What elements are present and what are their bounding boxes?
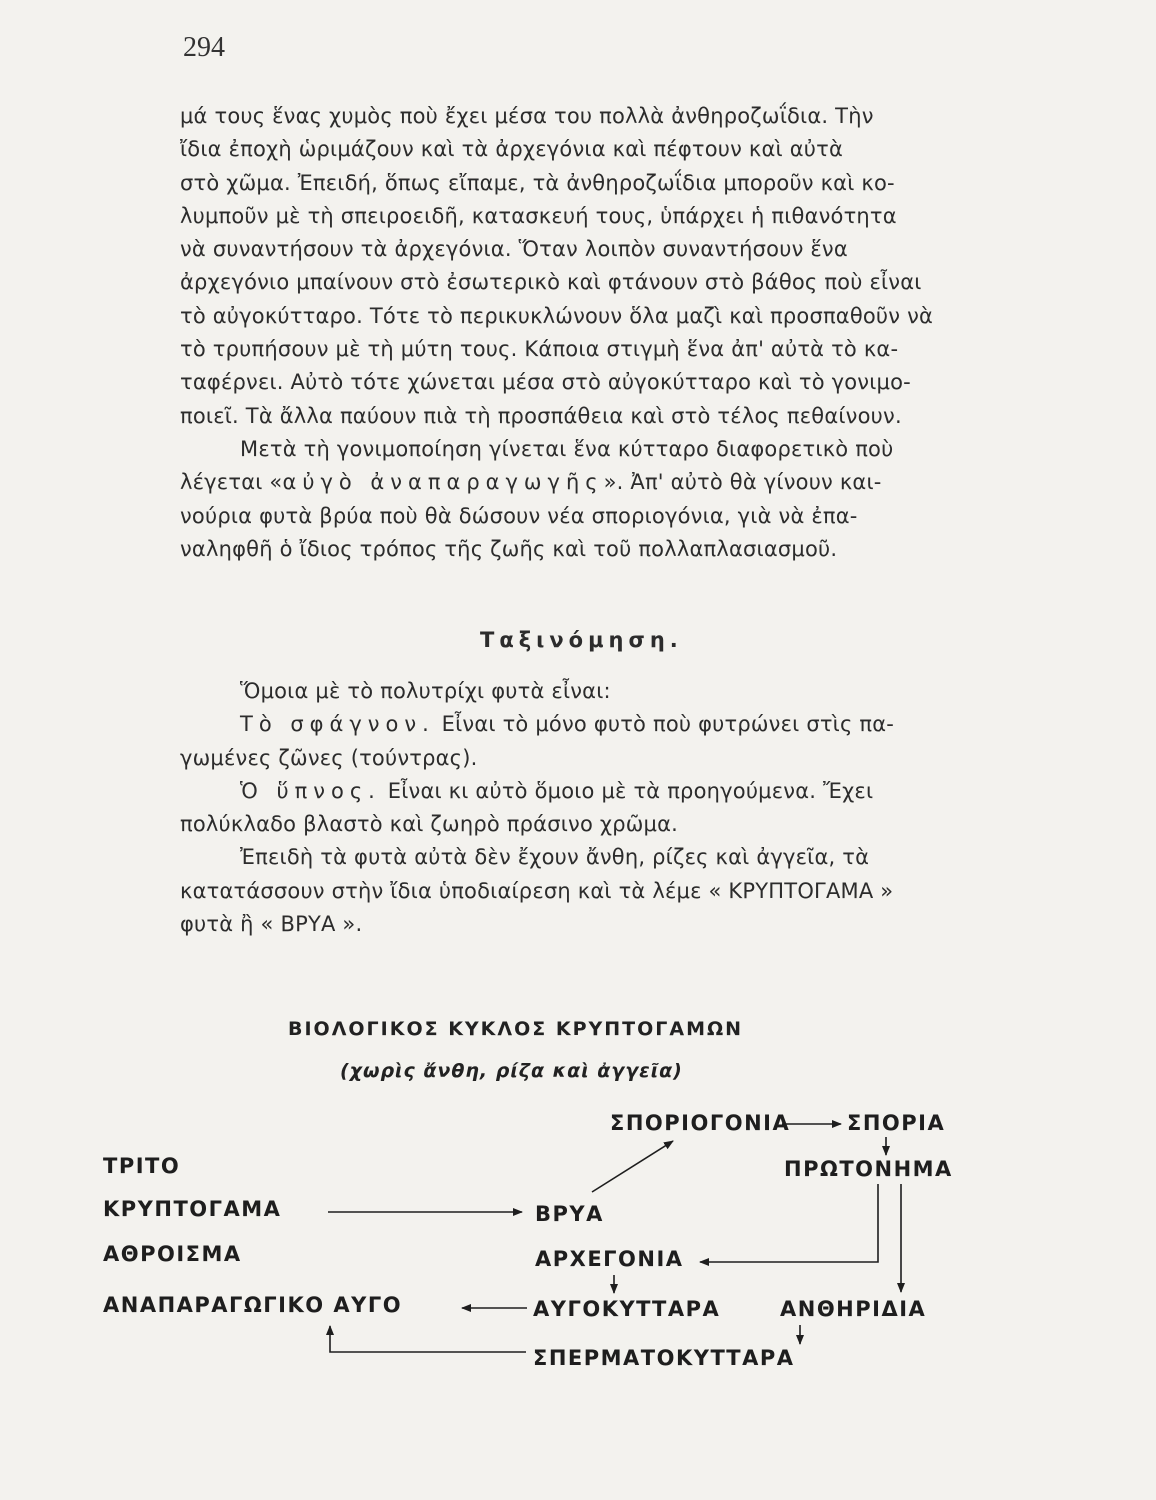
text-line: ταφέρνει. Αὐτὸ τότε χώνεται μέσα στὸ αὐγοκύτταρο καὶ τὸ γονιμο- bbox=[180, 370, 911, 395]
text-line: μά τους ἕνας χυμὸς ποὺ ἔχει μέσα του πολλὰ ἀνθηροζωΐδια. Τὴν bbox=[180, 104, 874, 128]
label-trito: ΤΡΙΤΟ bbox=[103, 1154, 181, 1178]
section-heading: Ταξινόμηση. bbox=[480, 628, 683, 652]
text-line: νούρια φυτὰ βρύα ποὺ θὰ δώσουν νέα σποριογόνια, γιὰ νὰ ἐπα- bbox=[180, 503, 858, 528]
node-bryophyta: ΒΡΥΑ bbox=[535, 1202, 604, 1226]
text-line: ναληφθῆ ὁ ἴδιος τρόπος τῆς ζωῆς καὶ τοῦ πολλαπλασιασμοῦ. bbox=[180, 536, 838, 561]
text-fragment: λέγεται « bbox=[180, 470, 283, 495]
text-line: στὸ χῶμα. Ἐπειδή, ὅπως εἴπαμε, τὰ ἀνθηροζωΐδια μποροῦν καὶ κο- bbox=[180, 170, 895, 195]
arrow-protonema-to-archegonia bbox=[700, 1184, 878, 1262]
text-line: κατατάσσουν στὴν ἴδια ὑποδιαίρεση καὶ τὰ λέμε « ΚΡΥΠΤΟΓΑΜΑ » bbox=[180, 878, 894, 903]
node-antheridia: ΑΝΘΗΡΙΔΙΑ bbox=[780, 1297, 927, 1321]
text-line: Μετὰ τὴ γονιμοποίηση γίνεται ἕνα κύτταρο διαφορετικὸ ποὺ bbox=[240, 436, 894, 461]
arrow-bryophyta-to-sporogonia bbox=[592, 1141, 673, 1192]
text-line: ποιεῖ. Τὰ ἄλλα παύουν πιὰ τὴ προσπάθεια καὶ στὸ τέλος πεθαίνουν. bbox=[180, 403, 902, 428]
text-line: λυμποῦν μὲ τὴ σπειροειδῆ, κατασκευή τους, ὑπάρχει ἡ πιθανότητα bbox=[180, 203, 897, 228]
diagram-subtitle: (χωρὶς ἄνθη, ρίζα καὶ ἀγγεῖα) bbox=[340, 1060, 683, 1082]
emphasized-term: αὐγὸ ἀναπαραγωγῆς bbox=[282, 470, 604, 495]
text-fragment: Εἶναι κι αὐτὸ ὅμοιο μὲ τὰ προηγούμενα. Ἔχει bbox=[380, 778, 874, 803]
label-kryptogama: ΚΡΥΠΤΟΓΑΜΑ bbox=[103, 1197, 282, 1221]
node-archegonia: ΑΡΧΕΓΟΝΙΑ bbox=[535, 1247, 684, 1271]
arrow-sperm-to-reproductive-egg bbox=[330, 1326, 526, 1352]
node-protonema: ΠΡΩΤΟΝΗΜΑ bbox=[784, 1157, 953, 1181]
emphasized-term: Τὸ σφάγνον. bbox=[240, 712, 435, 737]
text-line: πολύκλαδο βλαστὸ καὶ ζωηρὸ πράσινο χρῶμα. bbox=[180, 812, 679, 837]
diagram-title: ΒΙΟΛΟΓΙΚΟΣ ΚΥΚΛΟΣ ΚΡΥΠΤΟΓΑΜΩΝ bbox=[288, 1018, 744, 1040]
label-athroisma: ΑΘΡΟΙΣΜΑ bbox=[103, 1242, 242, 1266]
text-line: γωμένες ζῶνες (τούντρας). bbox=[180, 745, 478, 770]
node-spores: ΣΠΟΡΙΑ bbox=[847, 1111, 946, 1135]
text-line: Ἐπειδὴ τὰ φυτὰ αὐτὰ δὲν ἔχουν ἄνθη, ρίζες καὶ ἀγγεῖα, τὰ bbox=[240, 845, 870, 870]
node-sperm: ΣΠΕΡΜΑΤΟΚΥΤΤΑΡΑ bbox=[533, 1346, 795, 1370]
text-line: Ὅμοια μὲ τὸ πολυτρίχι φυτὰ εἶναι: bbox=[240, 679, 611, 703]
text-line: τὸ αὐγοκύτταρο. Τότε τὸ περικυκλώνουν ὅλα μαζὶ καὶ προσπαθοῦν νὰ bbox=[180, 303, 934, 328]
node-reproductive-egg: ΑΝΑΠΑΡΑΓΩΓΙΚΟ ΑΥΓΟ bbox=[103, 1293, 403, 1317]
text-line: τὸ τρυπήσουν μὲ τὴ μύτη τους. Κάποια στιγμὴ ἕνα ἀπ' αὐτὰ τὸ κα- bbox=[180, 337, 899, 362]
text-fragment: Εἶναι τὸ μόνο φυτὸ ποὺ φυτρώνει στὶς πα- bbox=[434, 712, 895, 737]
text-fragment: ». Ἀπ' αὐτὸ θὰ γίνουν και- bbox=[603, 470, 882, 495]
page-number: 294 bbox=[183, 32, 225, 63]
text-line: νὰ συναντήσουν τὰ ἀρχεγόνια. Ὅταν λοιπὸν συναντήσουν ἕνα bbox=[180, 237, 848, 262]
node-sporogonia: ΣΠΟΡΙΟΓΟΝΙΑ bbox=[610, 1111, 791, 1135]
node-eggs: ΑΥΓΟΚΥΤΤΑΡΑ bbox=[533, 1297, 721, 1321]
emphasized-term: Ὁ ὕπνος. bbox=[240, 778, 381, 803]
text-line: ἴδια ἐποχὴ ὡριμάζουν καὶ τὰ ἀρχεγόνια καὶ πέφτουν καὶ αὐτὰ bbox=[180, 137, 844, 162]
text-line: φυτὰ ἢ « ΒΡΥΑ ». bbox=[180, 912, 363, 937]
text-line: ἀρχεγόνιο μπαίνουν στὸ ἐσωτερικὸ καὶ φτάνουν στὸ βάθος ποὺ εἶναι bbox=[180, 270, 922, 295]
